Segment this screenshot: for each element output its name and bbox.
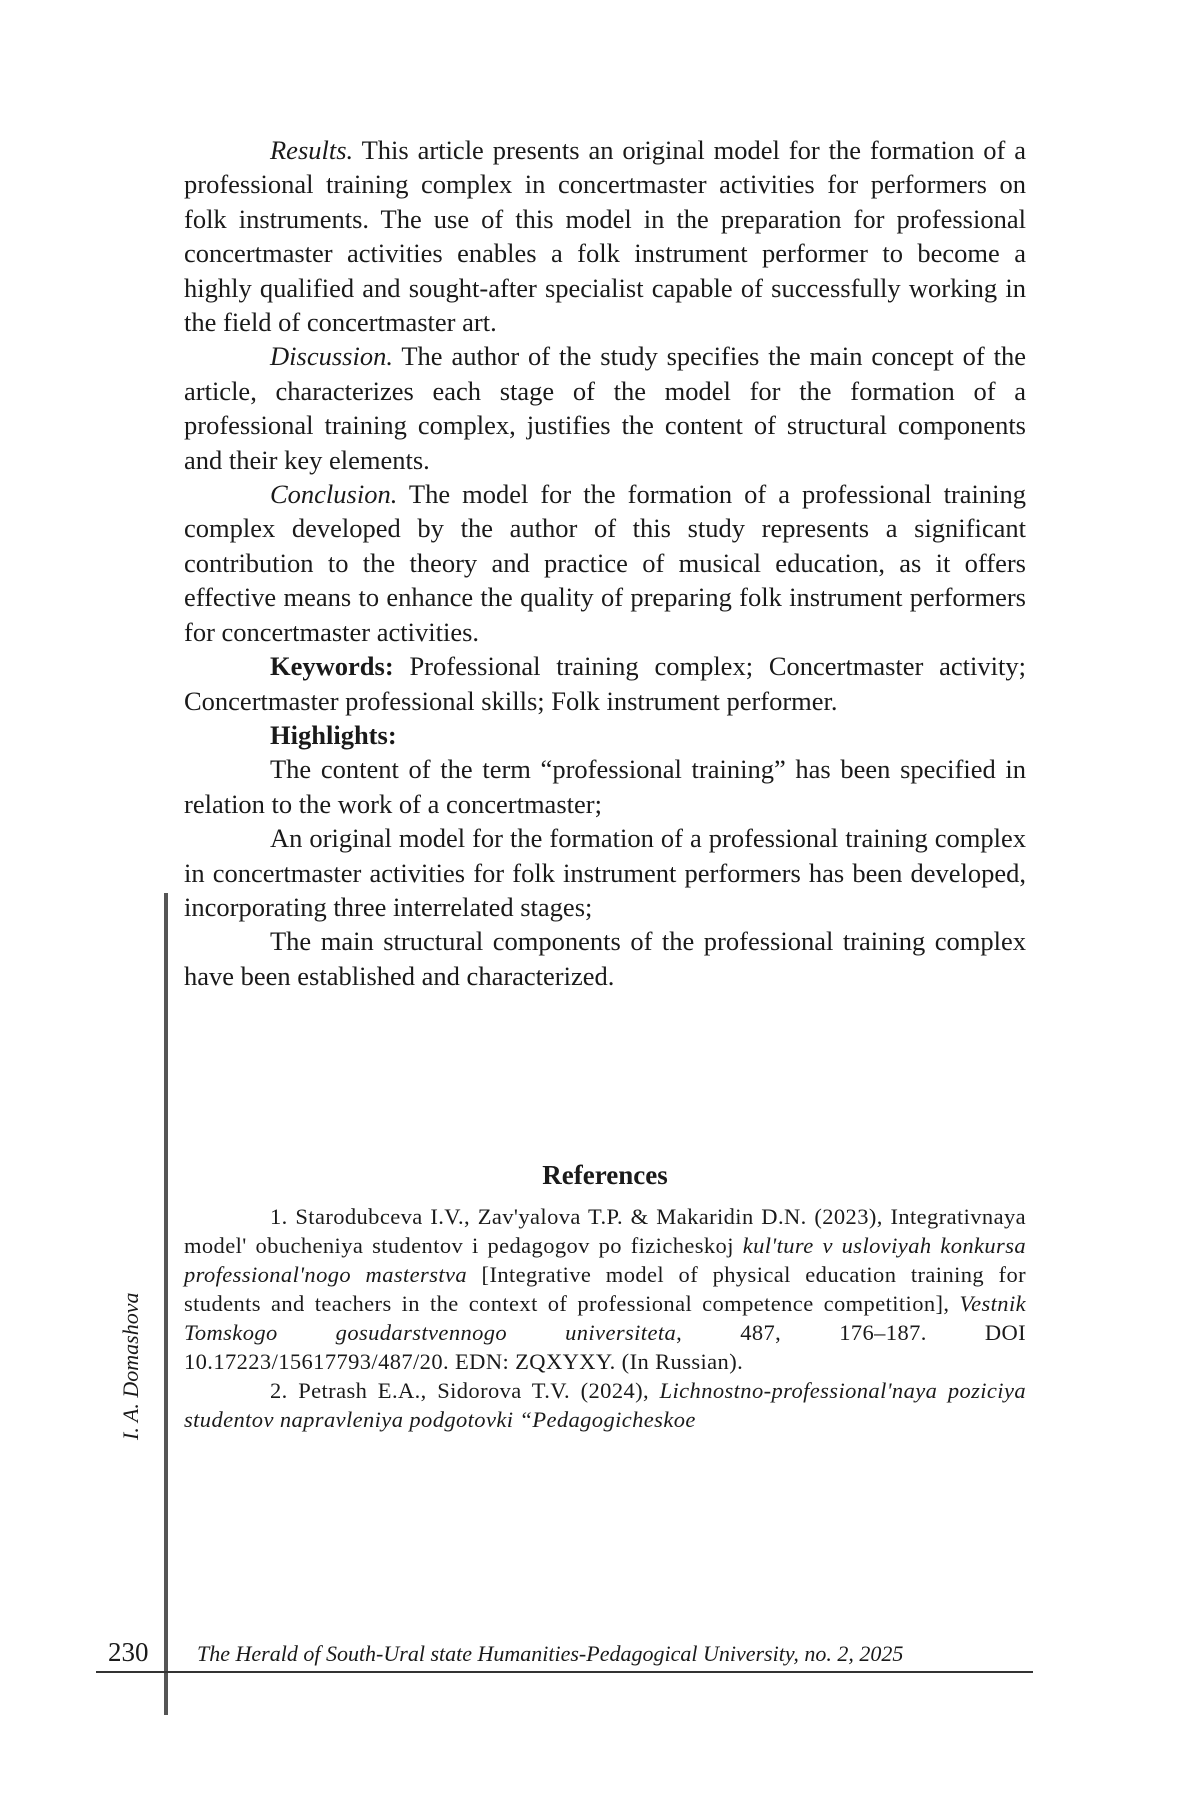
conclusion-text: The model for the formation of a professional training complex developed by the author of this study represents a significant contribution to the theory and practice of musical education, as it offers effective means to enhance the quality of preparing folk instrument performers for concertmaster activities. — [184, 479, 1026, 647]
keywords-text: Professional training complex; Concertmaster activity; Concertmaster professional skills; Folk instrument performer. — [184, 651, 1026, 716]
reference-title-italic: Lichnostno-professional'naya poziciya studentov napravleniya podgotovki “Pedagogicheskoe — [184, 1378, 1026, 1432]
reference-title-italic: kul'ture v usloviyah konkursa professional'nogo masterstva — [184, 1233, 1027, 1287]
highlight-item: The main structural components of the professional training complex have been established and characterized. — [184, 926, 1026, 991]
results-text: This article presents an original model for the formation of a professional training complex in concertmaster activities for performers on folk instruments. The use of this model in the preparation for professional concertmaster activities enables a folk instrument performer to become a highly qualified and sought-after specialist capable of successfully working in the field of concertmaster art. — [184, 135, 1026, 338]
reference-text: 2. Petrash E.A., Sidorova T.V. (2024), — [270, 1378, 660, 1403]
footer-rule — [96, 1671, 1033, 1673]
reference-item — [184, 1202, 1026, 1376]
discussion-lead: Discussion. — [270, 341, 393, 372]
keywords-lead: Keywords: — [270, 651, 394, 682]
results-lead: Results. — [270, 135, 354, 165]
margin-rule — [164, 893, 168, 1715]
running-head-author: I. A. Domashova — [118, 1292, 143, 1440]
journal-title: The Herald of South-Ural state Humanities-Pedagogical University, no. 2, 2025 — [197, 1641, 904, 1666]
results-paragraph — [184, 133, 1026, 339]
conclusion-paragraph — [184, 477, 1026, 649]
highlight-item: The content of the term “professional training” has been specified in relation to the work of a concertmaster; — [184, 754, 1026, 819]
highlights-heading — [184, 718, 1026, 752]
page-number: 230 — [108, 1637, 149, 1667]
reference-journal-italic: Vestnik Tomskogo gosudarstvennogo universiteta — [184, 1291, 1026, 1345]
discussion-text: The author of the study specifies the main concept of the article, characterizes each stage of the model for the formation of a professional training complex, justifies the content of structural components and their key elements. — [184, 341, 1026, 475]
highlights-heading-text: Highlights: — [270, 719, 397, 750]
reference-item — [184, 1376, 1026, 1434]
references-list — [184, 1202, 1026, 1434]
reference-text: [Integrative model of physical education training for students and teachers in the context of professional competence competition], — [184, 1262, 1026, 1316]
references-heading: References — [542, 1160, 668, 1190]
discussion-paragraph — [184, 339, 1026, 477]
keywords-paragraph — [184, 649, 1026, 718]
article-body — [184, 133, 1026, 993]
reference-text: , 487, 176–187. DOI 10.17223/15617793/487/20. EDN: ZQXYXY. (In Russian). — [184, 1320, 1027, 1374]
reference-text: 1. Starodubceva I.V., Zav'yalova T.P. & Makaridin D.N. (2023), Integrativnaya model' obucheniya studentov i pedagogov po fizicheskoj — [184, 1204, 1026, 1258]
highlight-item: An original model for the formation of a professional training complex in concertmaster activities for folk instrument performers has been developed, incorporating three interrelated stages; — [184, 823, 1026, 922]
conclusion-lead: Conclusion. — [270, 479, 398, 510]
